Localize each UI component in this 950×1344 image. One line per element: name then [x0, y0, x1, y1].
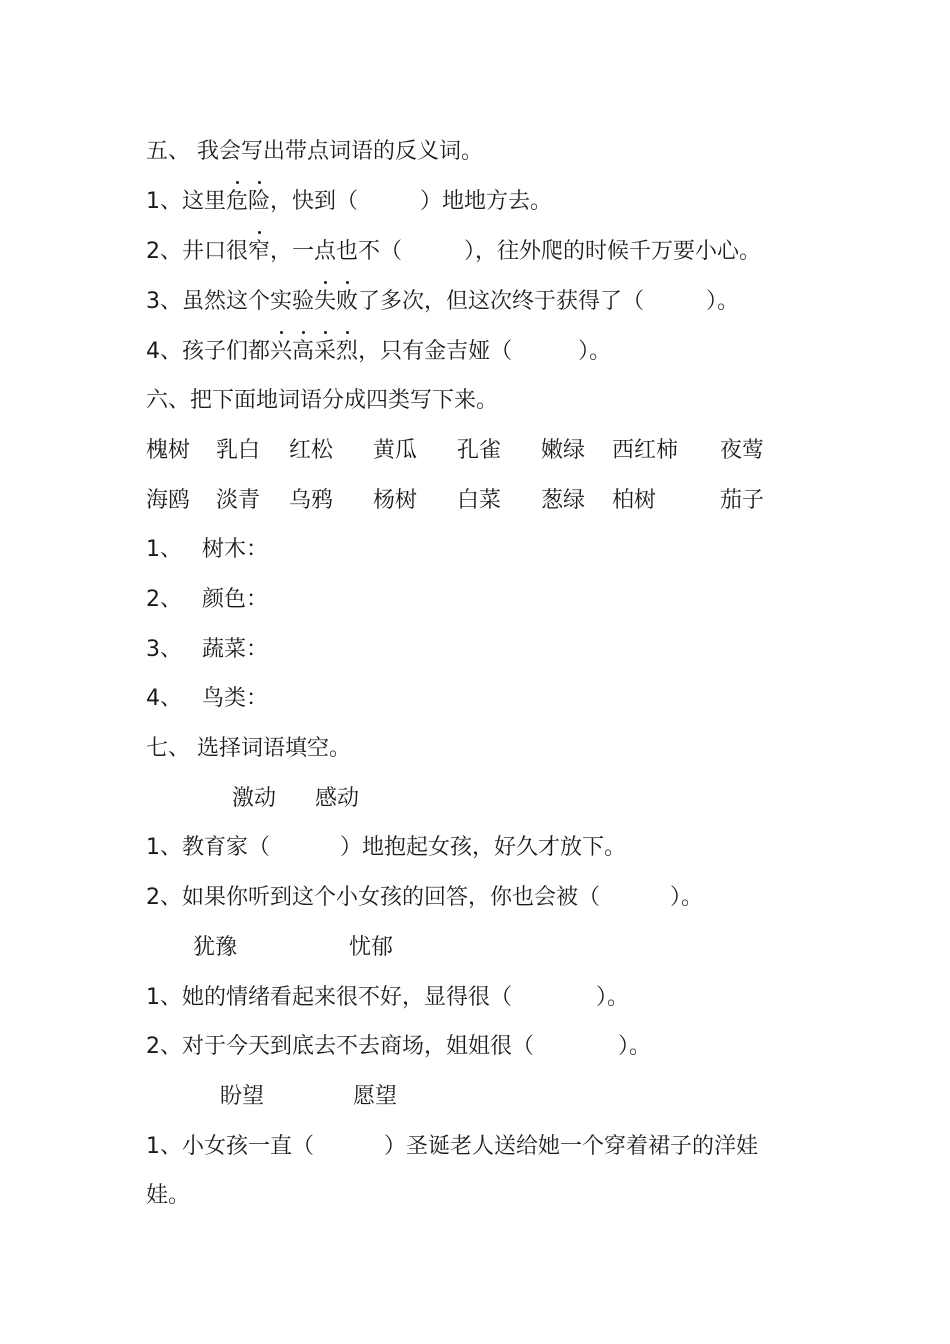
- word-item: 乌鸦: [289, 488, 334, 513]
- word-item: 红松: [289, 438, 334, 463]
- q-text: 4、孩子们都: [146, 339, 270, 364]
- dotted-char: 采: [314, 337, 336, 367]
- word-item: 夜莺: [720, 438, 765, 463]
- q-text: 1、教育家（: [146, 835, 270, 860]
- choice-word: 激动: [232, 786, 277, 811]
- q-text: 1、她的情绪看起来很不好，显得很（: [146, 985, 512, 1010]
- word-item: 乳白: [216, 438, 261, 463]
- word-item: 西红柿: [612, 438, 679, 463]
- section5-question-3: [146, 287, 739, 317]
- section7-group1-question-2: [146, 883, 703, 913]
- q-text: ）。: [578, 339, 612, 364]
- dotted-char: 烈: [336, 337, 358, 367]
- dotted-word: [226, 189, 270, 214]
- word-item: 白菜: [457, 488, 502, 513]
- q-text: ，快到（: [270, 189, 359, 214]
- q-text: ，一点也不（: [270, 239, 403, 264]
- category-label: 蔬菜：: [202, 637, 269, 662]
- dotted-char: 失: [314, 287, 336, 317]
- choice-word: 感动: [315, 786, 360, 811]
- choice-word: 犹豫: [193, 935, 238, 960]
- dotted-char: 窄: [248, 237, 270, 267]
- q-text: ）地抱起女孩，好久才放下。: [340, 835, 627, 860]
- category-number: 1、: [146, 537, 182, 562]
- category-number: 2、: [146, 587, 182, 612]
- category-label: 颜色：: [202, 587, 269, 612]
- q-text: ）。: [706, 289, 740, 314]
- section6-title: 六、把下面地词语分成四类写下来。: [146, 388, 499, 413]
- category-label: 鸟类：: [202, 686, 269, 711]
- section7-group3-question-1: [146, 1132, 758, 1162]
- section7-group2-question-2: [146, 1032, 651, 1062]
- q-text: ）地地方去。: [420, 189, 553, 214]
- word-item: 葱绿: [541, 488, 586, 513]
- q-text: 2、对于今天到底去不去商场，姐姐很（: [146, 1034, 534, 1059]
- q-text: ，只有金吉娅（: [358, 339, 513, 364]
- q-text: ）。: [596, 985, 630, 1010]
- section5-question-1: [146, 187, 552, 217]
- section5-question-2: [146, 237, 761, 267]
- word-item: 孔雀: [457, 438, 502, 463]
- choice-word: 盼望: [220, 1084, 265, 1109]
- section7-group1-question-1: [146, 833, 626, 863]
- q-text: 2、井口很: [146, 239, 248, 264]
- category-number: 4、: [146, 686, 182, 711]
- q-text: 1、小女孩一直（: [146, 1134, 314, 1159]
- q-text: 1、这里: [146, 189, 226, 214]
- dotted-char: 高: [292, 337, 314, 367]
- q-text: 2、如果你听到这个小女孩的回答，你也会被（: [146, 885, 600, 910]
- word-item: 槐树: [146, 438, 191, 463]
- section5-title: 五、 我会写出带点词语的反义词。: [146, 139, 483, 164]
- q-text: ）圣诞老人送给她一个穿着裙子的洋娃: [384, 1134, 759, 1159]
- choice-word: 愿望: [353, 1084, 398, 1109]
- word-item: 杨树: [373, 488, 418, 513]
- word-item: 茄子: [720, 488, 765, 513]
- word-item: 柏树: [612, 488, 657, 513]
- category-label: 树木：: [202, 537, 269, 562]
- dotted-char: 危: [226, 187, 248, 217]
- q-text: 3、虽然这个实验: [146, 289, 314, 314]
- q-text: ）。: [670, 885, 704, 910]
- q-text: ），往外爬的时候千万要小心。: [464, 239, 762, 264]
- q-text: 了多次，但这次终于获得了（: [358, 289, 645, 314]
- section7-group3-question-1-continuation: 娃。: [146, 1183, 191, 1208]
- dotted-char: 败: [336, 287, 358, 317]
- dotted-char: 险: [248, 187, 270, 217]
- q-text: ）。: [618, 1034, 652, 1059]
- word-item: 嫩绿: [541, 438, 586, 463]
- word-item: 黄瓜: [373, 438, 418, 463]
- section7-group2-question-1: [146, 983, 629, 1013]
- choice-word: 忧郁: [349, 935, 394, 960]
- section5-question-4: [146, 337, 611, 367]
- category-number: 3、: [146, 637, 182, 662]
- section7-title: 七、 选择词语填空。: [146, 736, 351, 761]
- word-item: 海鸥: [146, 488, 191, 513]
- dotted-char: 兴: [270, 337, 292, 367]
- word-item: 淡青: [216, 488, 261, 513]
